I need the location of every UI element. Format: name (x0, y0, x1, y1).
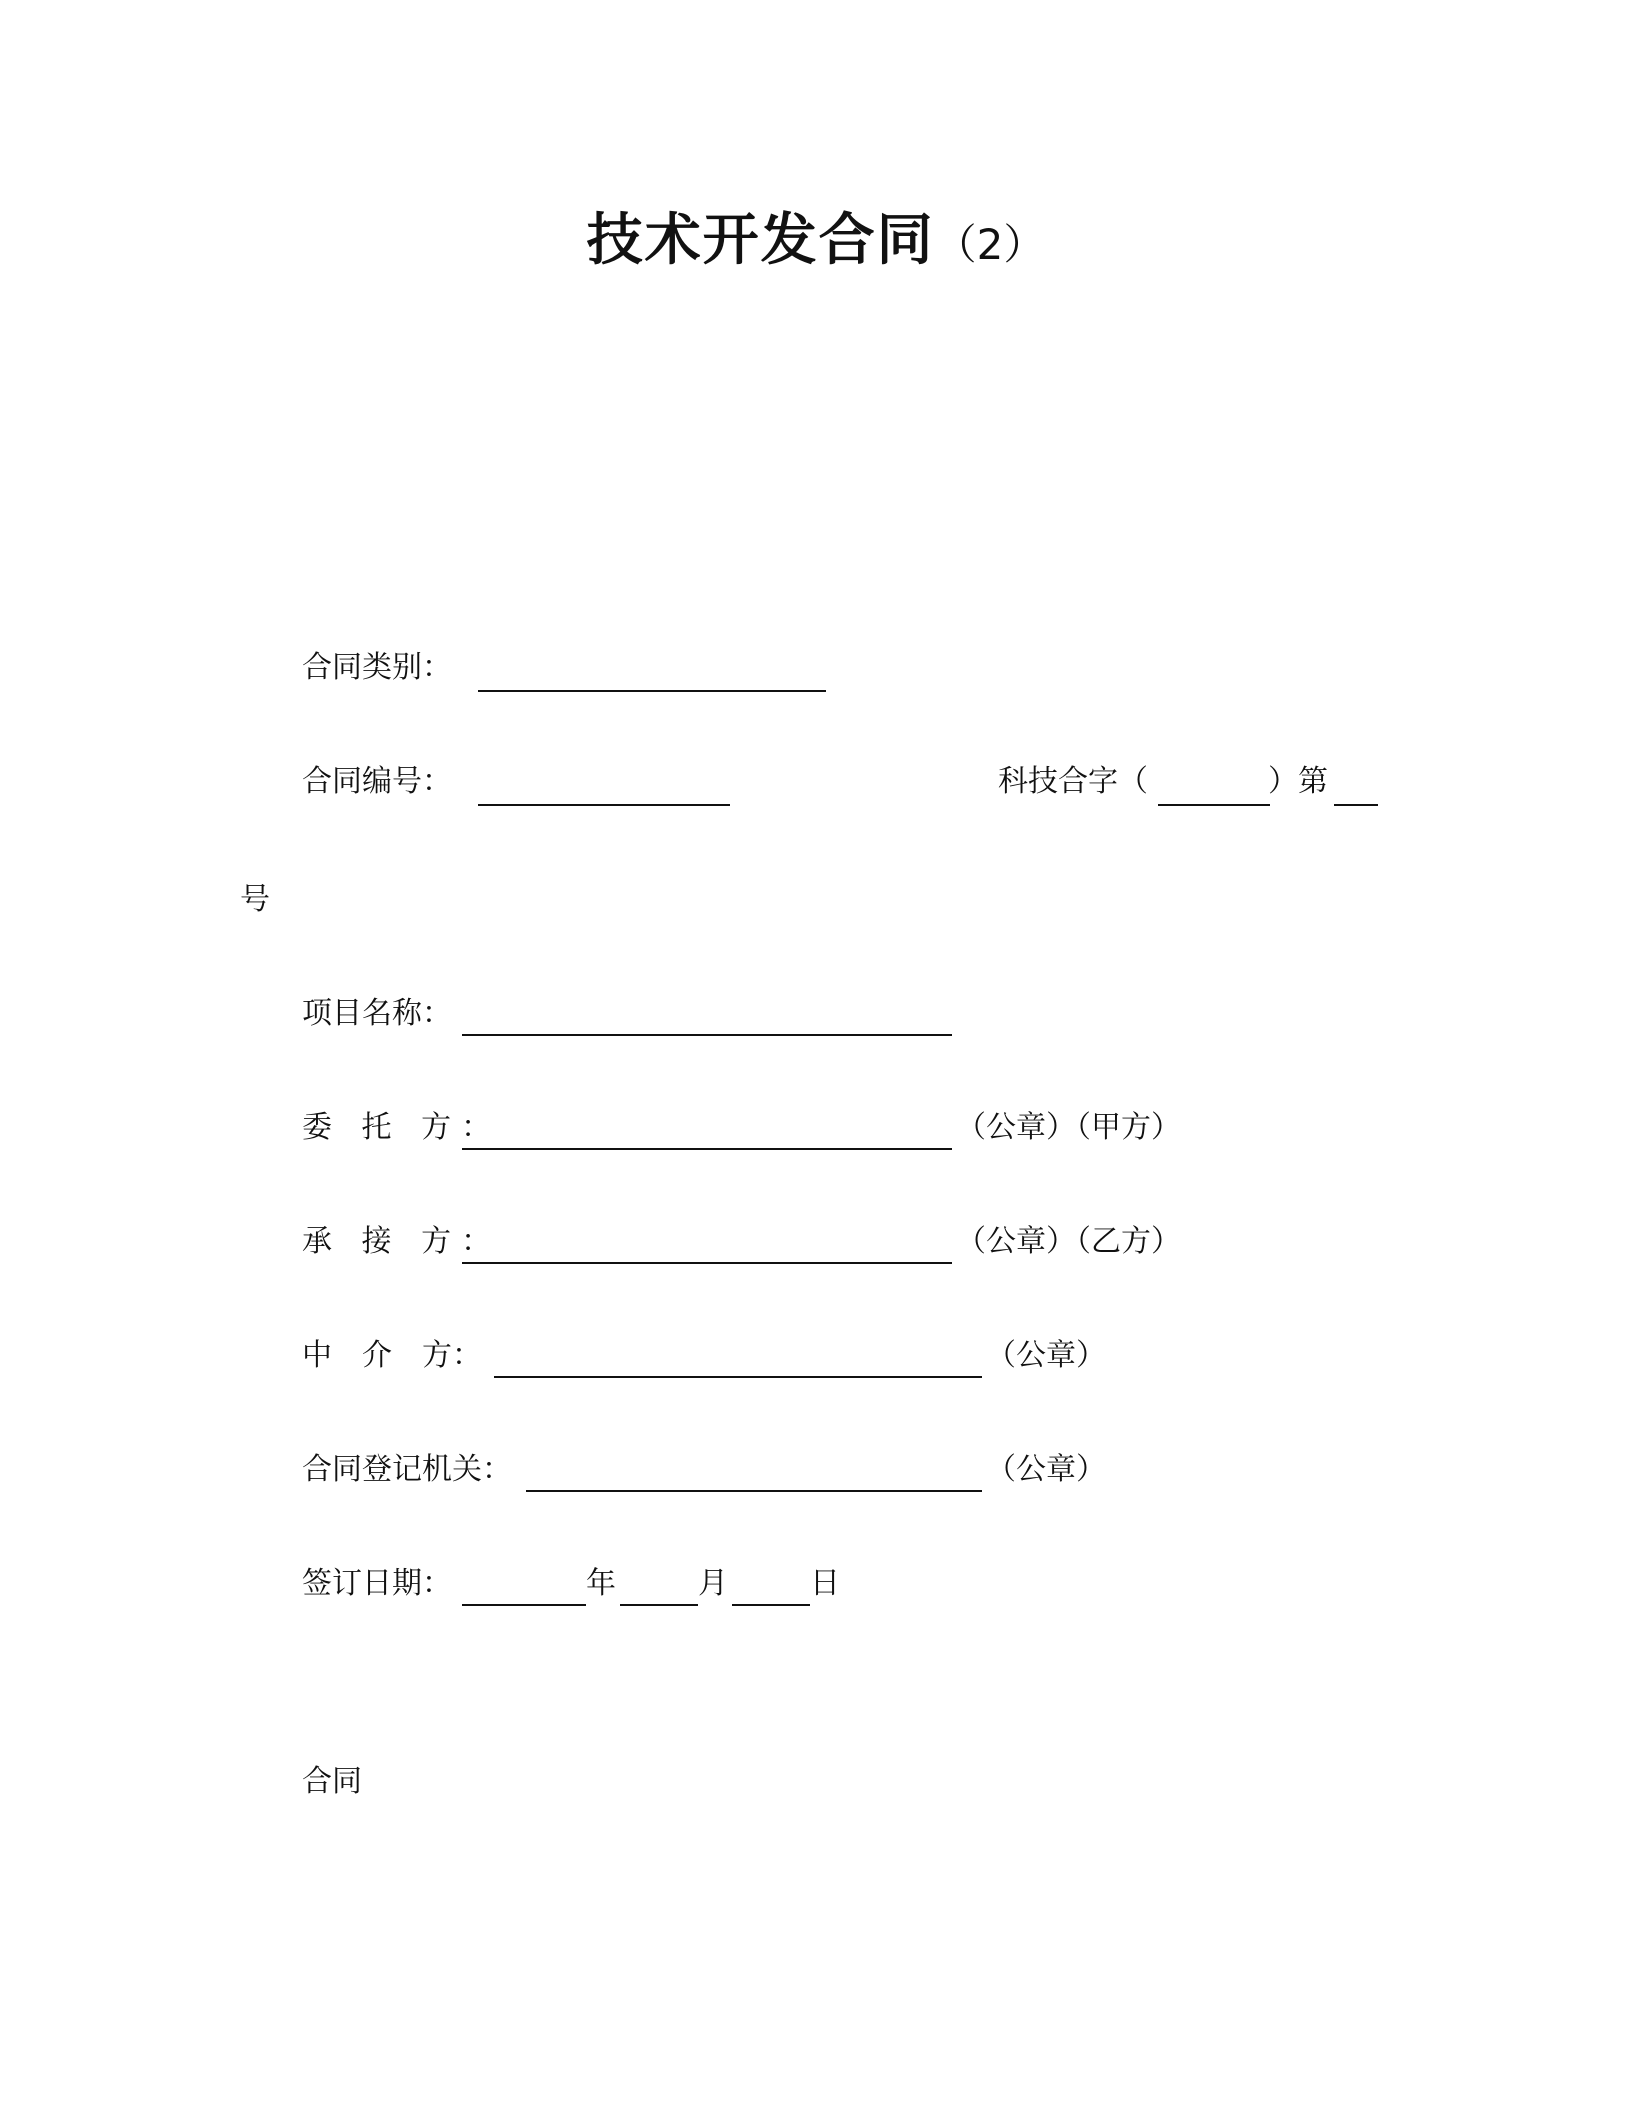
sci-tech-close: ）第 (1268, 764, 1328, 799)
title-main: 技术开发合同 (586, 208, 935, 273)
project-name-blank[interactable] (462, 1034, 952, 1036)
contractor-seal: （公章）（乙方） (956, 1224, 1181, 1259)
client-seal: （公章）（甲方） (956, 1110, 1181, 1145)
sci-tech-serial-blank[interactable] (1334, 804, 1378, 806)
footer-text: 合同 (302, 1764, 362, 1799)
number-suffix: 号 (240, 882, 270, 917)
year-label: 年 (586, 1566, 616, 1601)
title-suffix: （2） (934, 220, 1046, 269)
signing-month-blank[interactable] (620, 1604, 698, 1606)
day-label: 日 (810, 1566, 840, 1601)
client-label: 委 托 方： (302, 1110, 502, 1145)
contract-number-blank[interactable] (478, 804, 730, 806)
project-name-label: 项目名称： (302, 996, 452, 1031)
sci-tech-label: 科技合字（ (998, 764, 1148, 799)
client-blank[interactable] (462, 1148, 952, 1150)
sci-tech-year-blank[interactable] (1158, 804, 1270, 806)
signing-year-blank[interactable] (462, 1604, 586, 1606)
contract-number-label: 合同编号： (302, 764, 452, 799)
contract-type-blank[interactable] (478, 690, 826, 692)
registry-label: 合同登记机关： (302, 1452, 512, 1487)
month-label: 月 (698, 1566, 728, 1601)
contractor-blank[interactable] (462, 1262, 952, 1264)
signing-date-label: 签订日期： (302, 1566, 452, 1601)
document-title (0, 196, 1632, 276)
intermediary-blank[interactable] (494, 1376, 982, 1378)
registry-blank[interactable] (526, 1490, 982, 1492)
registry-seal: （公章） (986, 1452, 1106, 1487)
intermediary-seal: （公章） (986, 1338, 1106, 1373)
contract-type-label: 合同类别： (302, 650, 452, 685)
intermediary-label: 中 介 方： (302, 1338, 482, 1373)
contractor-label: 承 接 方： (302, 1224, 502, 1259)
signing-day-blank[interactable] (732, 1604, 810, 1606)
